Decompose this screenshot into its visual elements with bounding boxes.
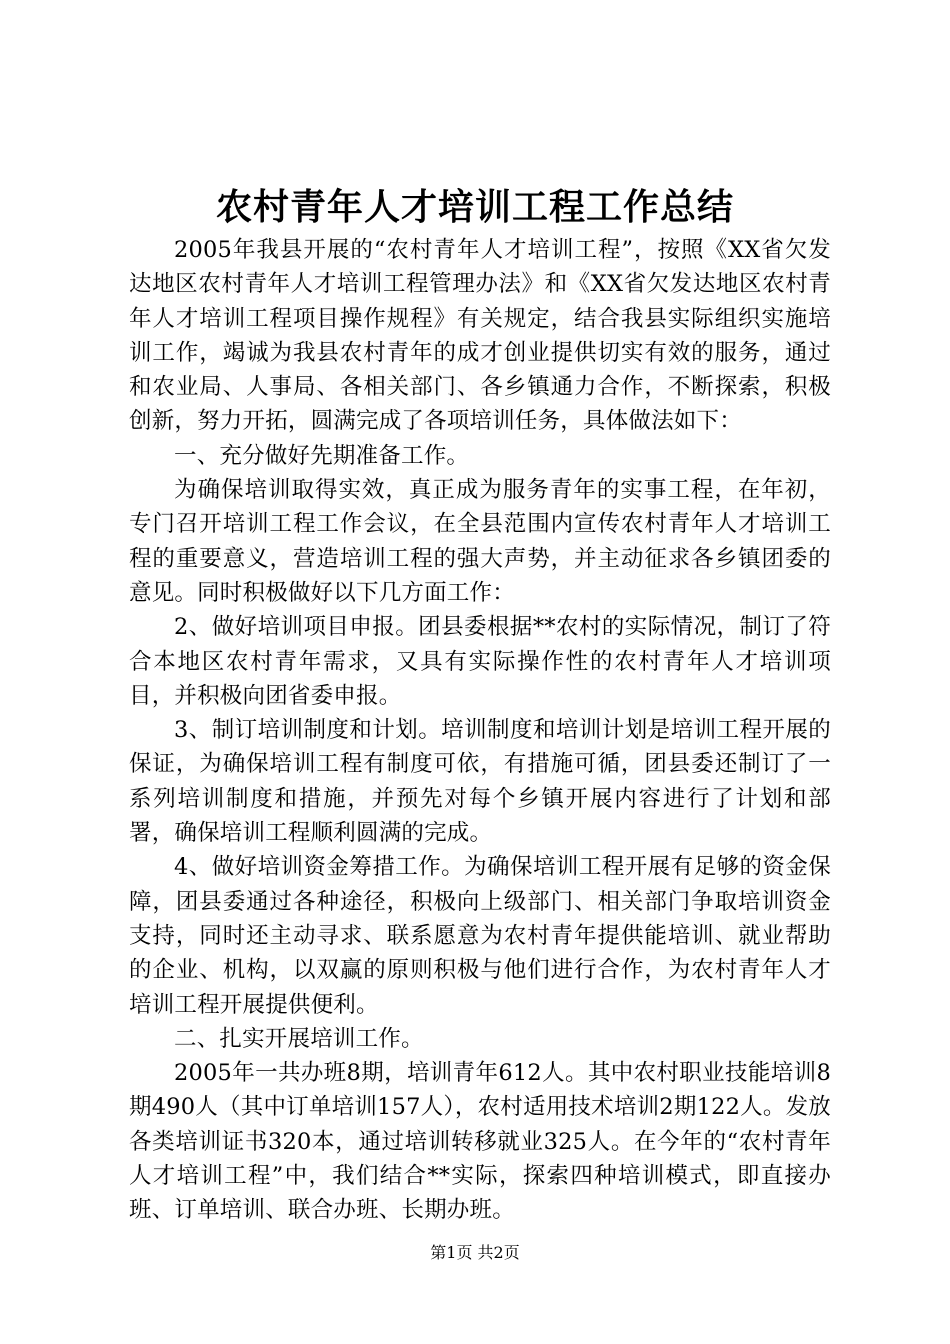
document-title: 农村青年人才培训工程工作总结 bbox=[215, 186, 734, 228]
page-footer: 第1页 共2页 bbox=[430, 1243, 520, 1262]
paragraph-statistics: 2005年一共办班8期，培训青年612人。其中农村职业技能培训8期490人（其中订单培训157人），农村适用技术培训2期122人。发放各类培训证书320本，通过培训转移就业325人。在今年的“农村青年人才培训工程”中，我们结合**实际，探索四种培训模式，即直接办班、订单培训、联合办班、长期办班。 bbox=[129, 1060, 831, 1224]
section-heading-preparation: 一、充分做好先期准备工作。 bbox=[174, 442, 470, 469]
paragraph-project-application: 2、做好培训项目申报。团县委根据**农村的实际情况，制订了符合本地区农村青年需求，又具有实际操作性的农村青年人才培训项目，并积极向团省委申报。 bbox=[129, 614, 831, 709]
document-body bbox=[129, 233, 831, 1228]
paragraph-training-plan: 3、制订培训制度和计划。培训制度和培训计划是培训工程开展的保证，为确保培训工程有制度可依，有措施可循，团县委还制订了一系列培训制度和措施，并预先对每个乡镇开展内容进行了计划和部署，确保培训工程顺利圆满的完成。 bbox=[129, 717, 831, 847]
paragraph-funding: 4、做好培训资金筹措工作。为确保培训工程开展有足够的资金保障，团县委通过各种途径，积极向上级部门、相关部门争取培训资金支持，同时还主动寻求、联系愿意为农村青年提供能培训、就业帮助的企业、机构，以双赢的原则积极与他们进行合作，为农村青年人才培训工程开展提供便利。 bbox=[129, 854, 831, 1018]
section-heading-implementation: 二、扎实开展培训工作。 bbox=[174, 1025, 424, 1052]
paragraph-preparation: 为确保培训取得实效，真正成为服务青年的实事工程，在年初，专门召开培训工程工作会议，在全县范围内宣传农村青年人才培训工程的重要意义，营造培训工程的强大声势，并主动征求各乡镇团委的意见。同时积极做好以下几方面工作： bbox=[129, 477, 831, 606]
paragraph-intro: 2005年我县开展的“农村青年人才培训工程”，按照《XX省欠发达地区农村青年人才培训工程管理办法》和《XX省欠发达地区农村青年人才培训工程项目操作规程》有关规定，结合我县实际组织实施培训工作，竭诚为我县农村青年的成才创业提供切实有效的服务，通过和农业局、人事局、各相关部门、各乡镇通力合作，不断探索，积极创新，努力开拓，圆满完成了各项培训任务，具体做法如下： bbox=[129, 237, 831, 435]
